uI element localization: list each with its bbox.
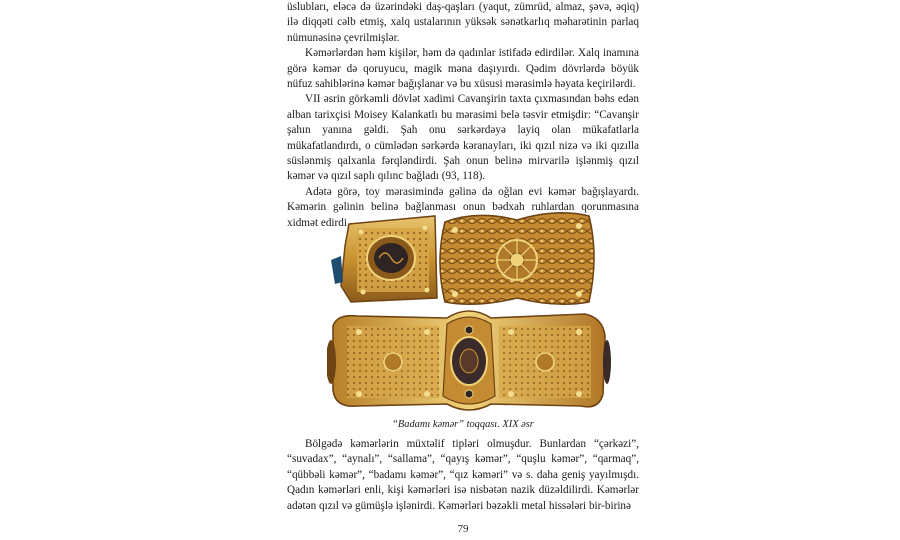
buckle-large-piece xyxy=(327,311,611,410)
paragraph-3: VII əsrin görkəmli dövlət xadimi Cavanşirin taxta çıxmasından bəhs edən alban tarixçisi Moisey Kalankatlı bu mərasimi belə təsvir etmişdir: “Cavanşir şahın yanına gəldi. Şah onu sərkərdəyə layiq olan mükafatlarla mükafatlandırdı, o cümlədən sərkərdə kəranayları, iki qızıl nizə və iki qızılla süslənmiş qalxanla fərqləndirdi. Şah onun belinə mirvarilə işlənmiş qızıl kəmər və qızıl saplı qılınc bağladı (93, 118). xyxy=(287,93,639,183)
paragraph-2: Kəmərlərdən həm kişilər, həm də qadınlar istifadə edirdilər. Xalq inamına görə kəmər də qoruyucu, magik məna daşıyırdı. Qədim dövrlərdə böyük nüfuz sahiblərinə kəmər bağışlanar və bu xüsusi mərasimlə həyata keçirilərdi. xyxy=(287,47,639,91)
buckle-left-piece xyxy=(331,216,437,302)
bottom-text-block xyxy=(287,437,639,514)
buckle-filigree-piece xyxy=(440,213,594,304)
belt-buckle-photo xyxy=(327,206,611,416)
figure-caption: “Badamı kəmər” toqqası. XIX əsr xyxy=(392,419,534,430)
paragraph-1: üslubları, eləcə də üzərindəki daş-qaşları (yaqut, zümrüd, almaz, şəvə, əqiq) ilə diqqəti cəlb etmiş, xalq ustalarının yüksək sənətkarlıq məharətinin parlaq nümunəsinə çevrilmişlər. xyxy=(287,1,639,44)
top-text-block xyxy=(287,0,639,231)
page-number: 79 xyxy=(457,523,469,535)
paragraph-4: Adətə görə, toy mərasimində gəlinə də oğlan evi kəmər bağışlayardı. Kəmərin gəlinin belinə bağlanması onun bədxah ruhlardan qorunmasına xidmət edirdi. xyxy=(287,185,639,229)
paragraph-5: Bölgədə kəmərlərin müxtəlif tipləri olmuşdur. Bunlardan “çərkəzi”, “suvadax”, “aynalı”, “sallama”, “qayış kəmər”, “quşlu kəmər”, “qarmaq”, “qübbəli kəmər”, “badamı kəmər”, “qız kəməri” və s. daha geniş yayılmışdı. Qadın kəmərləri enli, kişi kəmərləri isə nisbətən nazik düzəldilirdi. Kəmərlər adətən qızıl və gümüşlə işlənirdi. Kəmərləri bəzəkli metal hissələri bir-birinə xyxy=(287,438,639,512)
